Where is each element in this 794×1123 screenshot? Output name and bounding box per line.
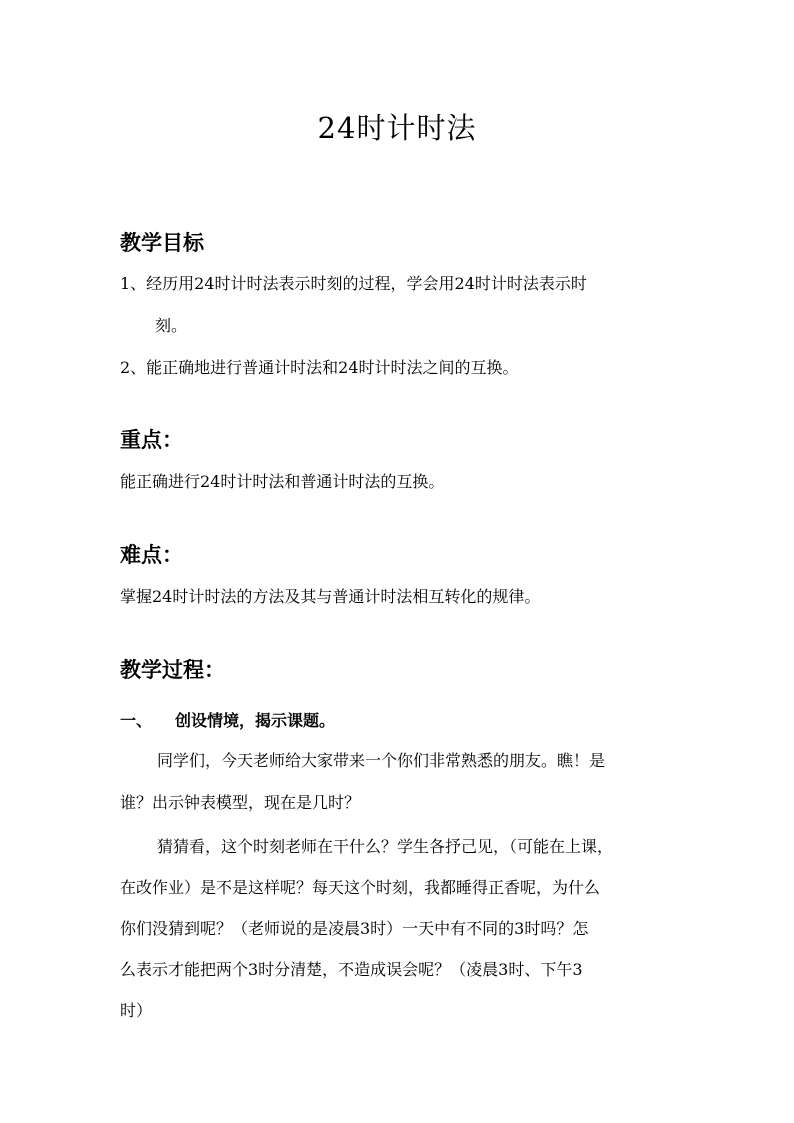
paragraph-1-line-1: 同学们，今天老师给大家带来一个你们非常熟悉的朋友。瞧！是 xyxy=(157,751,606,770)
objective-item-2: 2、能正确地进行普通计时法和24时计时法之间的互换。 xyxy=(120,358,519,377)
step-1-heading xyxy=(120,709,335,733)
step-1-number: 一、 xyxy=(120,711,153,730)
difficulty-text: 掌握24时计时法的方法及其与普通计时法相互转化的规律。 xyxy=(120,587,541,606)
paragraph-2-line-1: 猜猜看，这个时刻老师在干什么？学生各抒己见，（可能在上课， xyxy=(157,837,614,856)
key-point-heading: 重点： xyxy=(120,428,183,452)
process-heading: 教学过程： xyxy=(120,658,225,682)
document-title: 24时计时法 xyxy=(317,111,477,145)
paragraph-2-line-4: 么表示才能把两个3时分清楚，不造成误会呢？（凌晨3时、下午3 xyxy=(120,960,583,979)
key-point-text: 能正确进行24时计时法和普通计时法的互换。 xyxy=(120,472,445,491)
objective-item-1-line-2: 刻。 xyxy=(155,316,188,335)
step-1-title: 创设情境，揭示课题。 xyxy=(175,711,336,730)
paragraph-2-line-2: 在改作业）是不是这样呢？每天这个时刻，我都睡得正香呢，为什么 xyxy=(120,878,601,897)
paragraph-2-line-5: 时） xyxy=(120,1001,153,1020)
objective-item-1-line-1: 1、经历用24时计时法表示时刻的过程，学会用24时计时法表示时 xyxy=(120,274,587,293)
paragraph-2-line-3: 你们没猜到呢？（老师说的是凌晨3时）一天中有不同的3时吗？怎 xyxy=(120,919,589,938)
difficulty-heading: 难点： xyxy=(120,543,183,567)
objectives-heading: 教学目标 xyxy=(120,231,204,255)
paragraph-1-line-2: 谁？出示钟表模型，现在是几时？ xyxy=(120,793,361,812)
